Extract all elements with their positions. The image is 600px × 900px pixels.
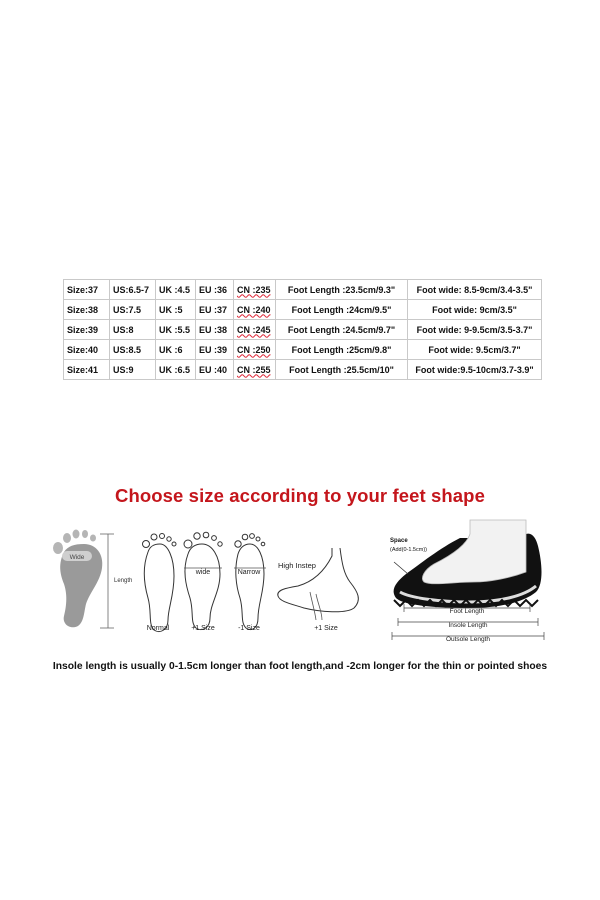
size-chart-cell-foot-wide: Foot wide:9.5-10cm/3.7-3.9"	[408, 360, 542, 380]
feet-shape-diagram	[40, 512, 560, 652]
size-guide-headline: Choose size according to your feet shape	[115, 485, 485, 506]
size-chart-cell-foot-wide: Foot wide: 9cm/3.5"	[408, 300, 542, 320]
size-chart-cell-cn: CN :240	[234, 300, 276, 320]
size-chart-cell-us: US:7.5	[110, 300, 156, 320]
table-row	[64, 360, 542, 380]
size-chart-cell-us: US:8.5	[110, 340, 156, 360]
size-chart-cell-foot-length: Foot Length :25cm/9.8"	[276, 340, 408, 360]
size-chart-cell-eu: EU :37	[196, 300, 234, 320]
size-chart-cell-foot-wide: Foot wide: 8.5-9cm/3.4-3.5"	[408, 280, 542, 300]
size-chart-cell-size: Size:40	[64, 340, 110, 360]
normal-foot-icon	[143, 534, 177, 632]
size-chart-cell-cn: CN :255	[234, 360, 276, 380]
size-chart-cell-size: Size:37	[64, 280, 110, 300]
minus-one-size-label: -1 Size	[238, 625, 260, 632]
narrow-foot-icon	[234, 534, 266, 630]
space-label: Space	[390, 538, 408, 544]
normal-label: Normal	[146, 625, 170, 632]
size-chart-cell-uk: UK :5	[156, 300, 196, 320]
size-chart-cell-foot-length: Foot Length :23.5cm/9.3"	[276, 280, 408, 300]
size-chart-rows	[64, 280, 542, 380]
size-chart-cell-eu: EU :38	[196, 320, 234, 340]
size-chart-cell-us: US:6.5-7	[110, 280, 156, 300]
size-chart-cell-foot-length: Foot Length :25.5cm/10"	[276, 360, 408, 380]
plus-one-size-label: +1 Size	[191, 625, 215, 632]
size-chart-cell-cn: CN :245	[234, 320, 276, 340]
size-chart-cell-foot-wide: Foot wide: 9.5cm/3.7"	[408, 340, 542, 360]
table-row	[64, 280, 542, 300]
length-bracket-icon	[100, 534, 114, 628]
size-chart-cell-foot-wide: Foot wide: 9-9.5cm/3.5-3.7"	[408, 320, 542, 340]
size-chart-cell-uk: UK :5.5	[156, 320, 196, 340]
length-label: Length	[114, 578, 133, 584]
size-chart-cell-size: Size:39	[64, 320, 110, 340]
size-chart-cell-cn: CN :235	[234, 280, 276, 300]
size-chart-cell-foot-length: Foot Length :24cm/9.5"	[276, 300, 408, 320]
sole-print-icon	[53, 530, 102, 628]
instep-plus-one-size-label: +1 Size	[314, 625, 338, 632]
high-instep-label: High Instep	[278, 561, 316, 570]
space-add-label: (Add(0-1.5cm))	[390, 547, 427, 553]
size-chart-cell-cn: CN :250	[234, 340, 276, 360]
size-chart-cell-size: Size:38	[64, 300, 110, 320]
size-chart-cell-us: US:9	[110, 360, 156, 380]
size-chart-cell-eu: EU :40	[196, 360, 234, 380]
wide-label: wide	[195, 569, 211, 576]
insole-length-note: Insole length is usually 0-1.5cm longer than foot length,and -2cm longer for the thin or pointed shoes	[52, 661, 548, 672]
size-chart-table	[63, 279, 542, 380]
table-row	[64, 300, 542, 320]
table-row	[64, 340, 542, 360]
size-chart-cell-eu: EU :39	[196, 340, 234, 360]
size-chart-cell-uk: UK :6.5	[156, 360, 196, 380]
size-chart-cell-uk: UK :6	[156, 340, 196, 360]
insole-length-label: Insole Length	[448, 622, 488, 629]
foot-length-label: Foot Length	[449, 608, 485, 615]
shoe-cross-section-icon	[394, 520, 542, 608]
size-chart-cell-uk: UK :4.5	[156, 280, 196, 300]
wide-foot-icon	[184, 532, 222, 629]
size-chart-cell-foot-length: Foot Length :24.5cm/9.7"	[276, 320, 408, 340]
wide-badge-label: Wide	[69, 554, 85, 561]
size-chart-cell-eu: EU :36	[196, 280, 234, 300]
outsole-length-label: Outsole Length	[445, 636, 491, 643]
size-chart-cell-size: Size:41	[64, 360, 110, 380]
narrow-label: Narrow	[237, 569, 261, 576]
high-instep-foot-icon	[278, 548, 359, 620]
size-chart-cell-us: US:8	[110, 320, 156, 340]
table-row	[64, 320, 542, 340]
